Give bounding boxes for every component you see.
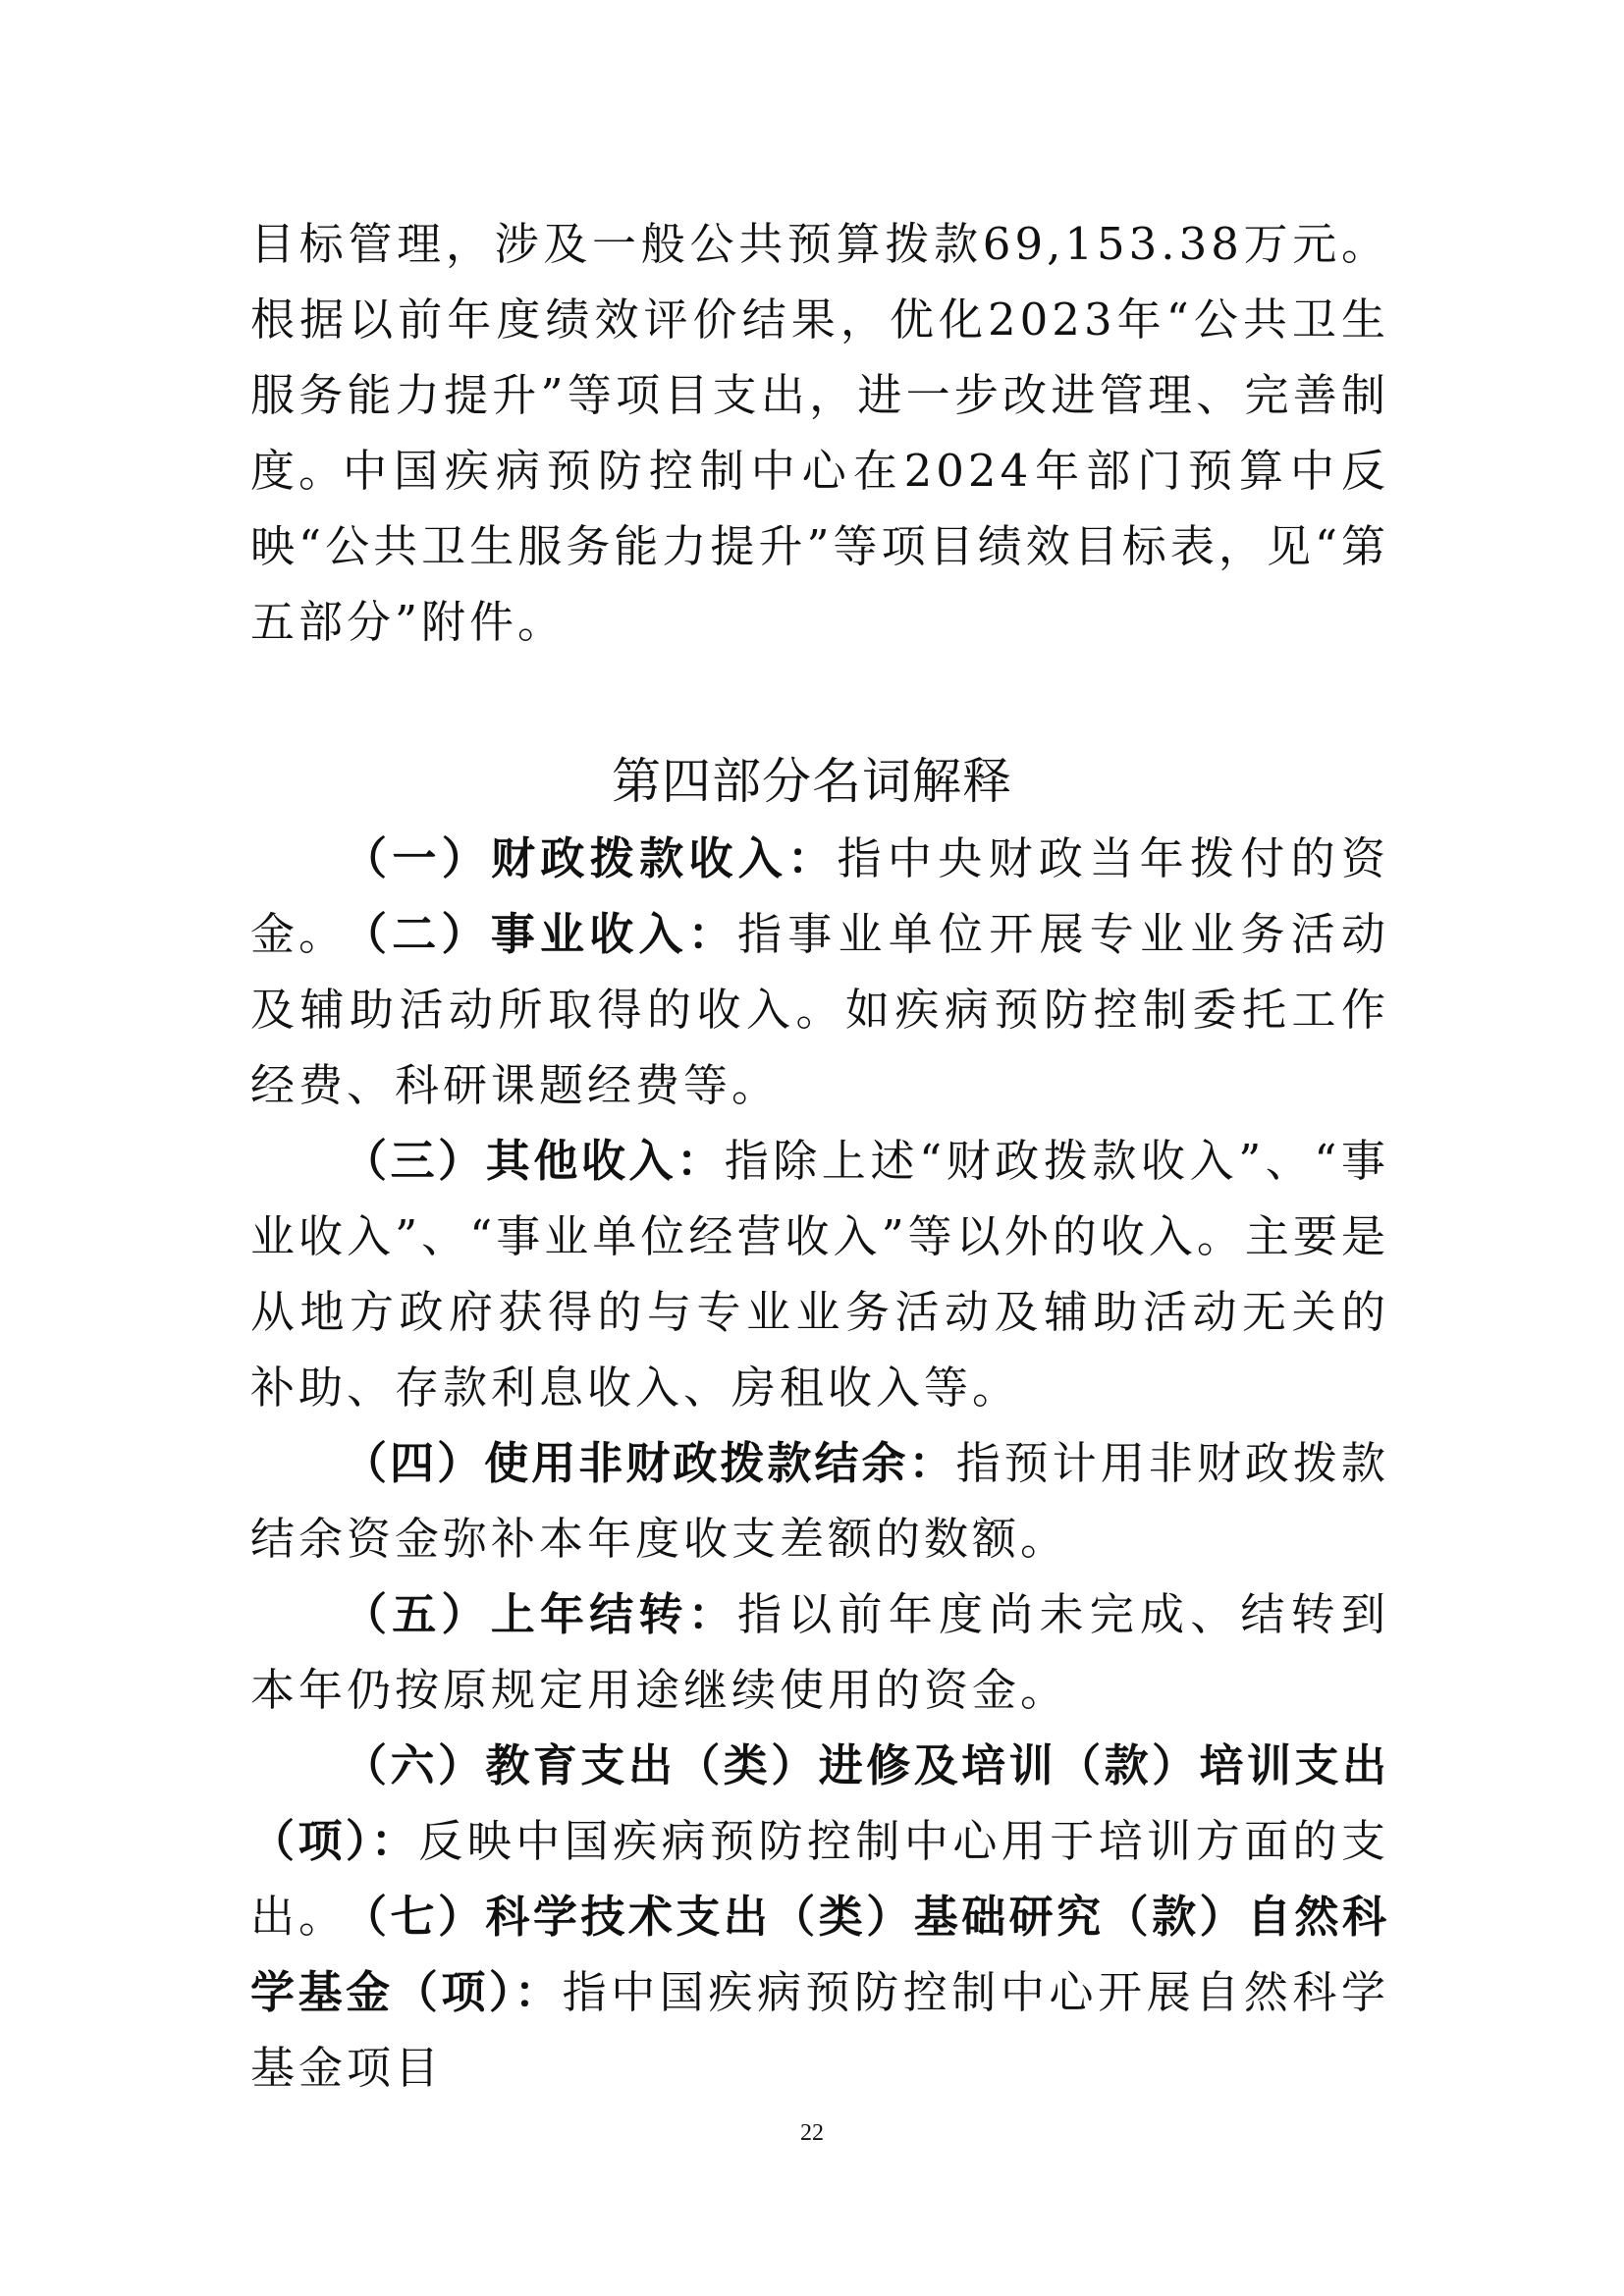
- term-label: （六）教育支出（类）进修及培训（款）培训支出（项）：: [250, 1739, 1389, 1867]
- term-paragraph-7: [250, 1879, 1389, 2106]
- term-definition: 指事业单位开展专业业务活动及辅助活动所取得的收入。如疾病预防控制委托工作经费、科研课题经费等。: [250, 908, 1389, 1111]
- term-paragraph-2: [250, 896, 1389, 1123]
- page-number: 22: [800, 2120, 824, 2146]
- intro-paragraph-2: [250, 433, 1389, 660]
- term-label: （五）上年结转：: [343, 1588, 737, 1640]
- section-title: 第四部分名词解释: [612, 753, 1012, 810]
- term-paragraph-3: [250, 1123, 1389, 1425]
- term-label: （四）使用非财政拨款结余：: [343, 1437, 956, 1489]
- term-paragraph-5: [250, 1576, 1389, 1728]
- term-label: （七）科学技术支出（类）基础研究（款）自然科学基金（项）：: [250, 1891, 1389, 2018]
- term-paragraph-4: [250, 1425, 1389, 1576]
- term-definition: 指除上述“财政拨款收入”、“事业收入”、“事业单位经营收入”等以外的收入。主要是从地方政府获得的与专业业务活动及辅助活动无关的补助、存款利息收入、房租收入等。: [250, 1135, 1389, 1414]
- intro-paragraph-2-text: 中国疾病预防控制中心在2024年部门预算中反映“公共卫生服务能力提升”等项目绩效目标表，见“第五部分”附件。: [250, 445, 1389, 648]
- term-definition: 指预计用非财政拨款结余资金弥补本年度收支差额的数额。: [250, 1437, 1389, 1565]
- term-definition: 指以前年度尚未完成、结转到本年仍按原规定用途继续使用的资金。: [250, 1588, 1389, 1716]
- term-label: （一）财政拨款收入：: [343, 832, 838, 884]
- term-label: （二）事业收入：: [343, 908, 737, 960]
- term-definition: 反映中国疾病预防控制中心用于培训方面的支出。: [250, 1815, 1389, 1943]
- term-definition: 指中国疾病预防控制中心开展自然科学基金项目: [250, 1966, 1389, 2094]
- term-definition: 指中央财政当年拨付的资金。: [250, 832, 1389, 960]
- term-label: （三）其他收入：: [343, 1135, 725, 1187]
- intro-paragraph-1-text: 目标管理，涉及一般公共预算拨款69,153.38万元。根据以前年度绩效评价结果，优化2023年“公共卫生服务能力提升”等项目支出，进一步改进管理、完善制度。: [250, 218, 1389, 497]
